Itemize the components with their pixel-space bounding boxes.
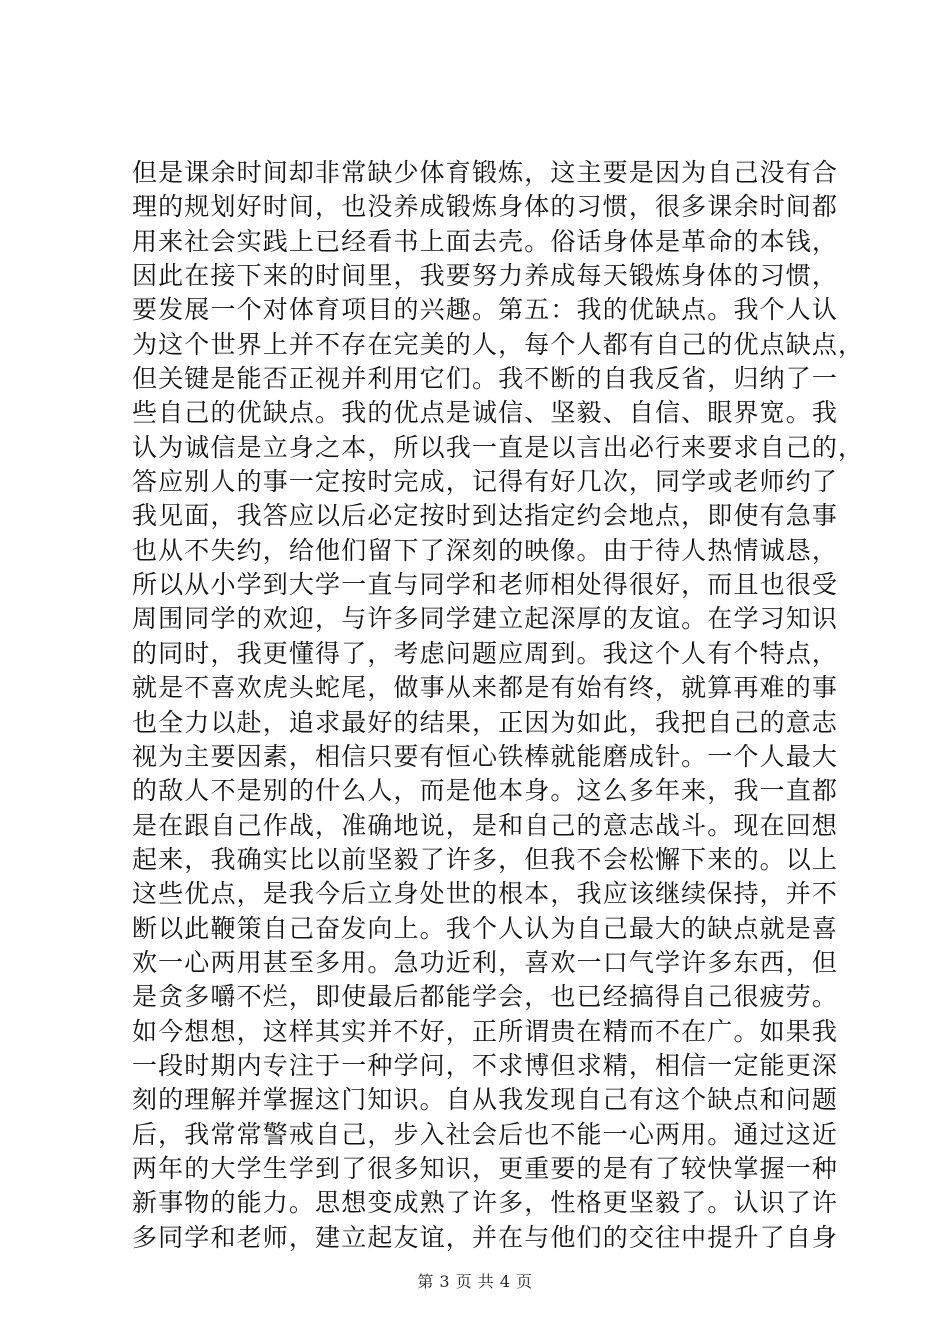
text-line: 这些优点，是我今后立身处世的根本，我应该继续保持，并不 — [132, 879, 839, 909]
text-line: 为这个世界上并不存在完美的人，每个人都有自己的优点缺点， — [132, 329, 865, 359]
text-line: 是贪多嚼不烂，即使最后都能学会，也已经搞得自己很疲劳。 — [132, 982, 839, 1012]
text-line: 理的规划好时间，也没养成锻炼身体的习惯，很多课余时间都 — [132, 192, 839, 222]
text-line: 欢一心两用甚至多用。急功近利，喜欢一口气学许多东西，但 — [132, 947, 839, 977]
text-line: 也从不失约，给他们留下了深刻的映像。由于待人热情诚恳， — [132, 535, 839, 565]
text-line: 答应别人的事一定按时完成，记得有好几次，同学或老师约了 — [132, 467, 839, 497]
text-line: 刻的理解并掌握这门知识。自从我发现自己有这个缺点和问题 — [132, 1085, 839, 1115]
text-line: 后，我常常警戒自己，步入社会后也不能一心两用。通过这近 — [132, 1119, 839, 1149]
text-line: 如今想想，这样其实并不好，正所谓贵在精而不在广。如果我 — [132, 1016, 839, 1046]
text-line: 的同时，我更懂得了，考虑问题应周到。我这个人有个特点， — [132, 638, 839, 668]
text-line: 一段时期内专注于一种学问，不求博但求精，相信一定能更深 — [132, 1050, 839, 1080]
text-line: 但关键是能否正视并利用它们。我不断的自我反省，归纳了一 — [132, 364, 839, 394]
text-line: 新事物的能力。思想变成熟了许多，性格更坚毅了。认识了许 — [132, 1188, 839, 1218]
text-line: 也全力以赴，追求最好的结果，正因为如此，我把自己的意志 — [132, 707, 839, 737]
text-line: 但是课余时间却非常缺少体育锻炼，这主要是因为自己没有合 — [132, 158, 839, 187]
text-line: 认为诚信是立身之本，所以我一直是以言出必行来要求自己的， — [132, 432, 865, 462]
text-line: 是在跟自己作战，准确地说，是和自己的意志战斗。现在回想 — [132, 810, 839, 840]
text-line: 断以此鞭策自己奋发向上。我个人认为自己最大的缺点就是喜 — [132, 913, 839, 943]
text-line: 所以从小学到大学一直与同学和老师相处得很好，而且也很受 — [132, 570, 839, 600]
text-line: 因此在接下来的时间里，我要努力养成每天锻炼身体的习惯， — [132, 261, 839, 291]
text-line: 两年的大学生学到了很多知识，更重要的是有了较快掌握一种 — [132, 1153, 839, 1183]
text-line: 用来社会实践上已经看书上面去壳。俗话身体是革命的本钱， — [132, 226, 839, 256]
body-paragraph — [132, 156, 865, 1255]
text-line: 视为主要因素，相信只要有恒心铁棒就能磨成针。一个人最大 — [132, 741, 839, 771]
text-line: 的敌人不是别的什么人，而是他本身。这么多年来，我一直都 — [132, 776, 839, 806]
text-line: 就是不喜欢虎头蛇尾，做事从来都是有始有终，就算再难的事 — [132, 673, 839, 703]
page-number-footer: 第 3 页 共 4 页 — [417, 1272, 533, 1291]
text-line: 我见面，我答应以后必定按时到达指定约会地点，即使有急事 — [132, 501, 839, 531]
text-line: 要发展一个对体育项目的兴趣。第五：我的优缺点。我个人认 — [132, 295, 839, 325]
text-line: 些自己的优缺点。我的优点是诚信、坚毅、自信、眼界宽。我 — [132, 398, 839, 428]
text-line: 起来，我确实比以前坚毅了许多，但我不会松懈下来的。以上 — [132, 844, 839, 874]
text-line: 多同学和老师，建立起友谊，并在与他们的交往中提升了自身 — [132, 1222, 839, 1252]
text-line: 周围同学的欢迎，与许多同学建立起深厚的友谊。在学习知识 — [132, 604, 839, 634]
